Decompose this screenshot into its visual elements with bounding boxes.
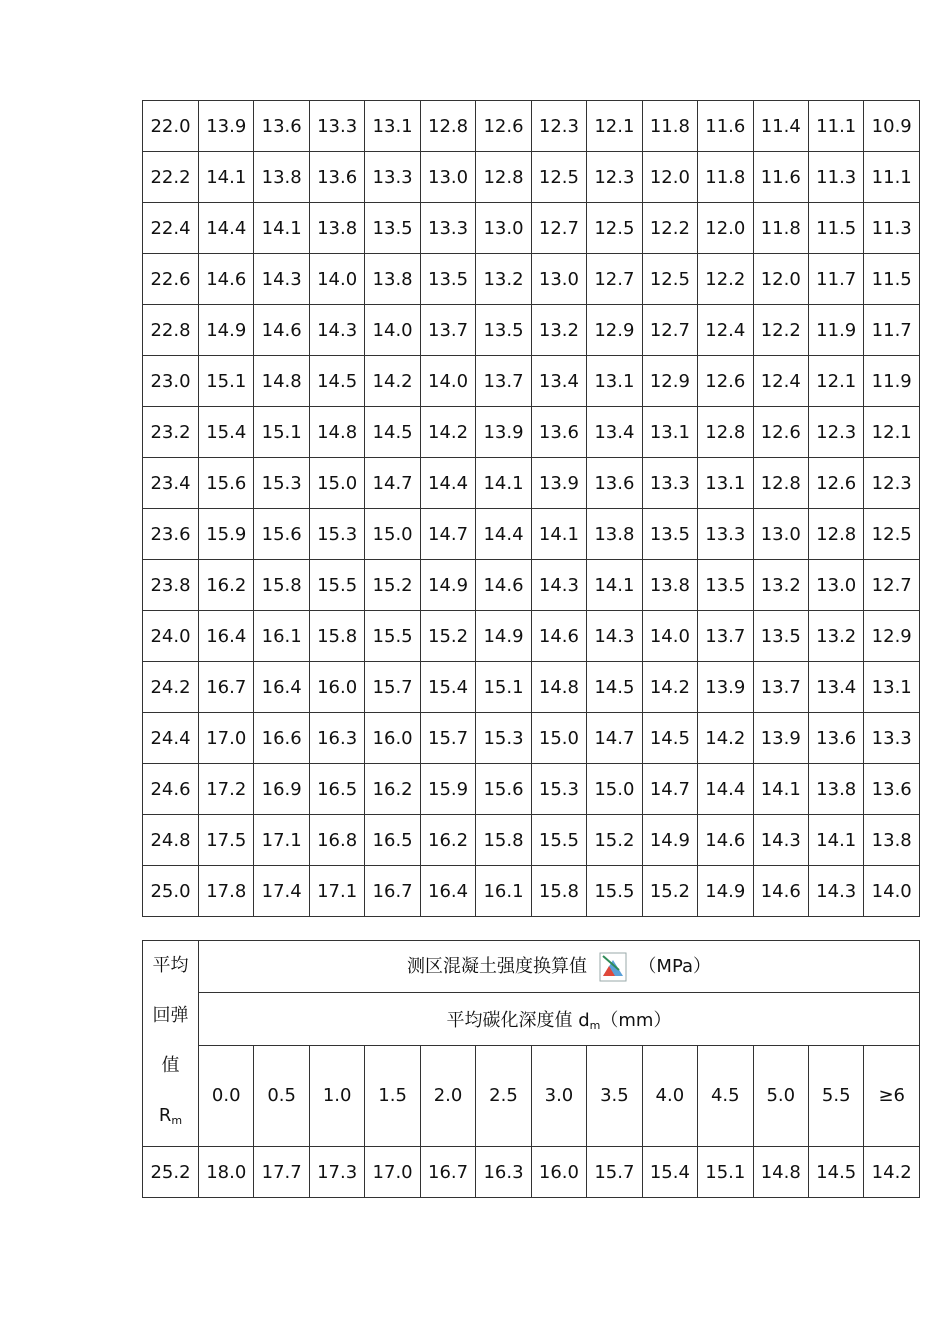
strength-value-cell: 15.3 [254, 458, 309, 509]
strength-value-cell: 13.6 [864, 764, 920, 815]
table-row [143, 509, 920, 560]
rm-header-cell [143, 941, 199, 1147]
strength-value-cell: 14.6 [698, 815, 753, 866]
strength-value-cell: 13.4 [808, 662, 863, 713]
strength-value-cell: 11.9 [808, 305, 863, 356]
rm-value-cell: 24.2 [143, 662, 199, 713]
strength-value-cell: 12.2 [642, 203, 697, 254]
strength-value-cell: 13.6 [587, 458, 642, 509]
strength-value-cell: 16.4 [254, 662, 309, 713]
strength-value-cell: 16.9 [254, 764, 309, 815]
strength-value-cell: 12.0 [698, 203, 753, 254]
strength-value-cell: 14.4 [476, 509, 531, 560]
strength-value-cell: 14.1 [531, 509, 586, 560]
rm-value-cell: 25.2 [143, 1147, 199, 1198]
strength-value-cell: 13.8 [864, 815, 920, 866]
strength-value-cell: 12.6 [808, 458, 863, 509]
depth-header-cell: ≥6 [864, 1045, 920, 1146]
strength-value-cell: 14.5 [642, 713, 697, 764]
strength-value-cell: 11.8 [698, 152, 753, 203]
strength-value-cell: 12.7 [531, 203, 586, 254]
strength-value-cell: 12.9 [587, 305, 642, 356]
strength-value-cell: 13.3 [642, 458, 697, 509]
strength-value-cell: 14.9 [199, 305, 254, 356]
rm-header-line2: 回弹 [152, 1005, 189, 1026]
strength-value-cell: 14.9 [420, 560, 475, 611]
strength-value-cell: 15.1 [698, 1147, 753, 1198]
strength-value-cell: 12.8 [808, 509, 863, 560]
strength-value-cell: 15.6 [199, 458, 254, 509]
strength-value-cell: 16.8 [309, 815, 364, 866]
strength-value-cell: 13.8 [365, 254, 420, 305]
table-row [143, 203, 920, 254]
strength-value-cell: 12.5 [642, 254, 697, 305]
bottom-table-body [143, 1147, 920, 1198]
strength-value-cell: 12.7 [587, 254, 642, 305]
rm-value-cell: 22.6 [143, 254, 199, 305]
depth-header-cell: 0.5 [254, 1045, 309, 1146]
depth-header-cell: 4.5 [698, 1045, 753, 1146]
table-row [143, 713, 920, 764]
strength-value-cell: 13.1 [642, 407, 697, 458]
rm-value-cell: 24.0 [143, 611, 199, 662]
strength-value-cell: 14.2 [698, 713, 753, 764]
strength-value-cell: 13.0 [420, 152, 475, 203]
strength-value-cell: 13.7 [753, 662, 808, 713]
strength-value-cell: 14.3 [531, 560, 586, 611]
strength-value-cell: 12.3 [531, 101, 586, 152]
strength-value-cell: 11.6 [753, 152, 808, 203]
strength-value-cell: 14.3 [254, 254, 309, 305]
strength-value-cell: 12.4 [753, 356, 808, 407]
rm-value-cell: 25.0 [143, 866, 199, 917]
table-row [143, 152, 920, 203]
strength-value-cell: 16.6 [254, 713, 309, 764]
strength-value-cell: 12.9 [864, 611, 920, 662]
strength-value-cell: 15.5 [365, 611, 420, 662]
strength-value-cell: 13.7 [476, 356, 531, 407]
table-row [143, 1147, 920, 1198]
strength-value-cell: 17.7 [254, 1147, 309, 1198]
rm-value-cell: 23.4 [143, 458, 199, 509]
strength-value-cell: 15.3 [309, 509, 364, 560]
table-row [143, 305, 920, 356]
strength-value-cell: 15.8 [309, 611, 364, 662]
strength-value-cell: 16.2 [199, 560, 254, 611]
depth-header-cell: 1.5 [365, 1045, 420, 1146]
strength-value-cell: 15.5 [587, 866, 642, 917]
strength-value-cell: 16.3 [309, 713, 364, 764]
strength-value-cell: 13.4 [587, 407, 642, 458]
strength-value-cell: 15.2 [642, 866, 697, 917]
strength-value-cell: 13.8 [642, 560, 697, 611]
strength-value-cell: 16.4 [420, 866, 475, 917]
table-row [143, 815, 920, 866]
strength-table-continuation [142, 100, 920, 917]
table-row [143, 866, 920, 917]
strength-value-cell: 11.3 [808, 152, 863, 203]
strength-value-cell: 11.3 [864, 203, 920, 254]
carbonation-title: 平均碳化深度值 d [446, 1009, 590, 1031]
strength-value-cell: 15.3 [476, 713, 531, 764]
rm-value-cell: 23.6 [143, 509, 199, 560]
strength-value-cell: 13.3 [420, 203, 475, 254]
strength-value-cell: 13.6 [531, 407, 586, 458]
strength-value-cell: 13.5 [642, 509, 697, 560]
strength-value-cell: 12.7 [864, 560, 920, 611]
strength-value-cell: 11.9 [864, 356, 920, 407]
strength-value-cell: 15.5 [309, 560, 364, 611]
strength-value-cell: 16.7 [365, 866, 420, 917]
strength-value-cell: 15.0 [587, 764, 642, 815]
strength-value-cell: 11.1 [808, 101, 863, 152]
rm-symbol: R [158, 1105, 172, 1126]
strength-value-cell: 16.7 [420, 1147, 475, 1198]
strength-value-cell: 15.6 [476, 764, 531, 815]
strength-value-cell: 16.3 [476, 1147, 531, 1198]
table-row [143, 764, 920, 815]
strength-value-cell: 14.3 [808, 866, 863, 917]
strength-value-cell: 13.6 [309, 152, 364, 203]
strength-value-cell: 14.7 [642, 764, 697, 815]
header-row-carbonation [143, 993, 920, 1045]
strength-title-cell [199, 941, 920, 993]
strength-value-cell: 14.1 [199, 152, 254, 203]
strength-value-cell: 15.0 [531, 713, 586, 764]
strength-value-cell: 16.5 [309, 764, 364, 815]
strength-value-cell: 16.7 [199, 662, 254, 713]
strength-value-cell: 14.7 [420, 509, 475, 560]
rm-value-cell: 24.8 [143, 815, 199, 866]
strength-value-cell: 13.3 [309, 101, 364, 152]
strength-value-cell: 11.8 [642, 101, 697, 152]
strength-value-cell: 13.5 [753, 611, 808, 662]
strength-value-cell: 14.9 [698, 866, 753, 917]
strength-value-cell: 13.9 [476, 407, 531, 458]
strength-value-cell: 11.6 [698, 101, 753, 152]
strength-value-cell: 15.7 [365, 662, 420, 713]
strength-value-cell: 14.3 [309, 305, 364, 356]
table-row [143, 254, 920, 305]
strength-value-cell: 17.3 [309, 1147, 364, 1198]
strength-value-cell: 16.1 [254, 611, 309, 662]
strength-value-cell: 15.1 [476, 662, 531, 713]
strength-value-cell: 14.7 [365, 458, 420, 509]
strength-value-cell: 13.0 [808, 560, 863, 611]
depth-header-cell: 5.0 [753, 1045, 808, 1146]
table-row [143, 101, 920, 152]
strength-value-cell: 14.4 [199, 203, 254, 254]
strength-value-cell: 17.4 [254, 866, 309, 917]
strength-value-cell: 16.0 [309, 662, 364, 713]
strength-value-cell: 13.2 [531, 305, 586, 356]
strength-value-cell: 18.0 [199, 1147, 254, 1198]
strength-value-cell: 15.7 [587, 1147, 642, 1198]
strength-value-cell: 13.3 [864, 713, 920, 764]
strength-value-cell: 15.4 [642, 1147, 697, 1198]
depth-header-cell: 1.0 [309, 1045, 364, 1146]
strength-value-cell: 15.0 [365, 509, 420, 560]
carbonation-title-cell [199, 993, 920, 1045]
table-row [143, 611, 920, 662]
strength-value-cell: 12.6 [753, 407, 808, 458]
strength-value-cell: 10.9 [864, 101, 920, 152]
strength-value-cell: 14.8 [309, 407, 364, 458]
header-row-depths [143, 1045, 920, 1146]
strength-value-cell: 16.0 [531, 1147, 586, 1198]
strength-value-cell: 14.3 [587, 611, 642, 662]
rm-header-line3: 值 [161, 1055, 180, 1076]
strength-value-cell: 12.1 [808, 356, 863, 407]
strength-value-cell: 13.5 [365, 203, 420, 254]
strength-value-cell: 13.9 [199, 101, 254, 152]
strength-value-cell: 15.8 [476, 815, 531, 866]
strength-value-cell: 13.6 [254, 101, 309, 152]
rm-value-cell: 23.8 [143, 560, 199, 611]
strength-value-cell: 12.5 [587, 203, 642, 254]
strength-value-cell: 13.7 [698, 611, 753, 662]
header-row-strength [143, 941, 920, 993]
strength-value-cell: 14.9 [476, 611, 531, 662]
strength-value-cell: 12.3 [587, 152, 642, 203]
strength-value-cell: 14.6 [476, 560, 531, 611]
strength-value-cell: 14.1 [587, 560, 642, 611]
strength-value-cell: 13.7 [420, 305, 475, 356]
strength-value-cell: 15.1 [254, 407, 309, 458]
strength-value-cell: 14.6 [531, 611, 586, 662]
strength-value-cell: 12.6 [476, 101, 531, 152]
strength-value-cell: 14.9 [642, 815, 697, 866]
depth-header-cell: 3.0 [531, 1045, 586, 1146]
depth-header-cell: 2.0 [420, 1045, 475, 1146]
strength-value-cell: 16.1 [476, 866, 531, 917]
strength-table-new-page [142, 940, 920, 1198]
strength-value-cell: 12.2 [698, 254, 753, 305]
strength-value-cell: 12.5 [864, 509, 920, 560]
strength-value-cell: 16.4 [199, 611, 254, 662]
strength-value-cell: 14.8 [753, 1147, 808, 1198]
strength-value-cell: 16.0 [365, 713, 420, 764]
table-row [143, 560, 920, 611]
strength-value-cell: 15.0 [309, 458, 364, 509]
rm-value-cell: 24.6 [143, 764, 199, 815]
rm-value-cell: 22.0 [143, 101, 199, 152]
strength-value-cell: 12.3 [808, 407, 863, 458]
strength-value-cell: 12.2 [753, 305, 808, 356]
strength-value-cell: 13.5 [476, 305, 531, 356]
strength-value-cell: 14.0 [365, 305, 420, 356]
strength-value-cell: 15.2 [420, 611, 475, 662]
strength-value-cell: 15.3 [531, 764, 586, 815]
strength-value-cell: 14.5 [587, 662, 642, 713]
strength-value-cell: 15.4 [199, 407, 254, 458]
strength-value-cell: 16.5 [365, 815, 420, 866]
strength-value-cell: 11.5 [864, 254, 920, 305]
rm-value-cell: 24.4 [143, 713, 199, 764]
strength-value-cell: 15.2 [587, 815, 642, 866]
strength-value-cell: 13.5 [420, 254, 475, 305]
strength-value-cell: 16.2 [365, 764, 420, 815]
rm-value-cell: 22.2 [143, 152, 199, 203]
strength-value-cell: 12.8 [476, 152, 531, 203]
strength-unit: （MPa） [638, 955, 712, 977]
strength-value-cell: 13.6 [808, 713, 863, 764]
table-row [143, 458, 920, 509]
strength-value-cell: 14.0 [642, 611, 697, 662]
carbonation-subscript: m [589, 1018, 601, 1032]
strength-value-cell: 13.8 [309, 203, 364, 254]
strength-value-cell: 15.1 [199, 356, 254, 407]
strength-value-cell: 17.1 [254, 815, 309, 866]
rm-header-line4 [143, 1091, 198, 1146]
strength-value-cell: 13.2 [808, 611, 863, 662]
strength-value-cell: 11.7 [808, 254, 863, 305]
strength-value-cell: 13.9 [753, 713, 808, 764]
strength-value-cell: 11.5 [808, 203, 863, 254]
strength-value-cell: 13.9 [698, 662, 753, 713]
strength-value-cell: 13.8 [254, 152, 309, 203]
strength-value-cell: 14.5 [309, 356, 364, 407]
strength-value-cell: 14.2 [864, 1147, 920, 1198]
strength-value-cell: 14.4 [698, 764, 753, 815]
carbonation-unit: （mm） [600, 1009, 672, 1031]
strength-value-cell: 13.1 [365, 101, 420, 152]
depth-header-cell: 5.5 [808, 1045, 863, 1146]
strength-value-cell: 13.9 [531, 458, 586, 509]
depth-header-cell: 4.0 [642, 1045, 697, 1146]
strength-value-cell: 13.3 [365, 152, 420, 203]
strength-value-cell: 14.2 [642, 662, 697, 713]
strength-value-cell: 17.2 [199, 764, 254, 815]
strength-value-cell: 14.5 [808, 1147, 863, 1198]
strength-value-cell: 14.1 [808, 815, 863, 866]
strength-value-cell: 13.5 [698, 560, 753, 611]
depth-header-cell: 0.0 [199, 1045, 254, 1146]
rm-value-cell: 22.8 [143, 305, 199, 356]
strength-value-cell: 13.3 [698, 509, 753, 560]
strength-value-cell: 14.0 [864, 866, 920, 917]
strength-value-cell: 13.2 [753, 560, 808, 611]
strength-value-cell: 11.4 [753, 101, 808, 152]
strength-value-cell: 13.8 [587, 509, 642, 560]
strength-value-cell: 13.1 [587, 356, 642, 407]
rm-value-cell: 23.2 [143, 407, 199, 458]
strength-value-cell: 13.0 [753, 509, 808, 560]
top-table-body [143, 101, 920, 917]
strength-value-cell: 12.8 [698, 407, 753, 458]
table-row [143, 407, 920, 458]
strength-value-cell: 12.6 [698, 356, 753, 407]
rm-subscript: m [171, 1114, 183, 1127]
strength-value-cell: 14.7 [587, 713, 642, 764]
strength-value-cell: 13.2 [476, 254, 531, 305]
strength-value-cell: 15.9 [199, 509, 254, 560]
strength-value-cell: 11.7 [864, 305, 920, 356]
rm-header-line1: 平均 [152, 955, 189, 976]
formula-image-icon [599, 952, 627, 982]
strength-title: 测区混凝土强度换算值 [406, 955, 587, 977]
strength-value-cell: 15.6 [254, 509, 309, 560]
strength-value-cell: 14.4 [420, 458, 475, 509]
strength-value-cell: 14.8 [531, 662, 586, 713]
strength-value-cell: 14.0 [309, 254, 364, 305]
strength-value-cell: 12.3 [864, 458, 920, 509]
strength-value-cell: 15.9 [420, 764, 475, 815]
strength-value-cell: 13.1 [864, 662, 920, 713]
strength-value-cell: 15.5 [531, 815, 586, 866]
strength-value-cell: 17.8 [199, 866, 254, 917]
strength-value-cell: 14.6 [199, 254, 254, 305]
table-row [143, 662, 920, 713]
strength-value-cell: 11.1 [864, 152, 920, 203]
strength-value-cell: 12.8 [420, 101, 475, 152]
table-row [143, 356, 920, 407]
strength-value-cell: 14.6 [753, 866, 808, 917]
strength-value-cell: 12.0 [753, 254, 808, 305]
strength-value-cell: 15.4 [420, 662, 475, 713]
strength-value-cell: 12.7 [642, 305, 697, 356]
strength-value-cell: 14.0 [420, 356, 475, 407]
strength-value-cell: 17.0 [199, 713, 254, 764]
strength-value-cell: 12.0 [642, 152, 697, 203]
strength-value-cell: 13.4 [531, 356, 586, 407]
strength-value-cell: 14.8 [254, 356, 309, 407]
rm-value-cell: 23.0 [143, 356, 199, 407]
strength-value-cell: 14.1 [254, 203, 309, 254]
strength-value-cell: 15.7 [420, 713, 475, 764]
rm-value-cell: 22.4 [143, 203, 199, 254]
strength-value-cell: 13.0 [531, 254, 586, 305]
depth-header-cell: 3.5 [587, 1045, 642, 1146]
strength-value-cell: 12.1 [864, 407, 920, 458]
strength-value-cell: 14.1 [476, 458, 531, 509]
strength-value-cell: 17.5 [199, 815, 254, 866]
strength-value-cell: 12.1 [587, 101, 642, 152]
strength-value-cell: 15.8 [531, 866, 586, 917]
strength-value-cell: 13.0 [476, 203, 531, 254]
strength-value-cell: 14.6 [254, 305, 309, 356]
strength-value-cell: 14.3 [753, 815, 808, 866]
strength-value-cell: 15.2 [365, 560, 420, 611]
strength-value-cell: 14.5 [365, 407, 420, 458]
strength-value-cell: 11.8 [753, 203, 808, 254]
strength-value-cell: 13.1 [698, 458, 753, 509]
strength-value-cell: 14.2 [365, 356, 420, 407]
depth-header-cell: 2.5 [476, 1045, 531, 1146]
strength-value-cell: 12.4 [698, 305, 753, 356]
strength-value-cell: 12.8 [753, 458, 808, 509]
strength-value-cell: 17.1 [309, 866, 364, 917]
strength-value-cell: 13.8 [808, 764, 863, 815]
strength-value-cell: 17.0 [365, 1147, 420, 1198]
strength-value-cell: 12.9 [642, 356, 697, 407]
strength-value-cell: 14.1 [753, 764, 808, 815]
strength-value-cell: 12.5 [531, 152, 586, 203]
strength-value-cell: 15.8 [254, 560, 309, 611]
strength-value-cell: 16.2 [420, 815, 475, 866]
strength-value-cell: 14.2 [420, 407, 475, 458]
